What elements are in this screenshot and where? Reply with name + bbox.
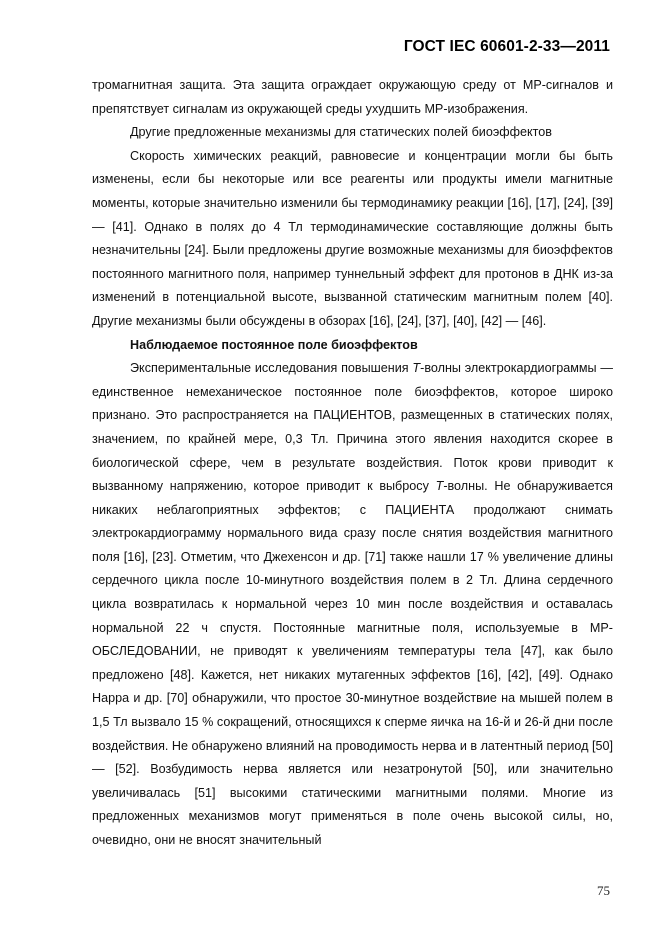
body-text [92,74,613,853]
paragraph-observed-effects [92,357,613,852]
page-number: 75 [597,883,610,898]
italic-t: T [412,361,421,376]
paragraph-other-mechanisms: Другие предложенные механизмы для статических полей биоэффектов [130,125,552,140]
paragraph-chemical-reactions: Скорость химических реакций, равновесие и концентрации могли бы быть изменены, если бы некоторые или все реагенты или продукты имели магнитные моменты, которые значительно изменили бы термодинамику реакции [16], [17], [24], [39] — [41]. Однако в полях до 4 Тл термодинамические составляющие должны быть незначительны [24]. Были предложены другие возможные механизмы для биоэффектов постоянного магнитного поля, например туннельный эффект для протонов в ДНК из-за изменений в потенциальной высоте, вызванной статическим магнитным полем [40]. Другие механизмы были обсуждены в обзорах [16], [24], [37], [40], [42] — [46]. [92,148,613,328]
document-header: ГОСТ IEC 60601-2-33—2011 [403,38,610,55]
italic-t: T [435,479,444,494]
text-run: -волны. Не обнаруживается никаких неблагоприятных эффектов; с ПАЦИЕНТА продолжают снимать электрокардиограмму нормального вида сразу после снятия воздействия магнитного поля [16], [23]. Отметим, что Джехенсон и др. [71] также нашли 17 % увеличение длины сердечного цикла после 10-минутного воздействия полем в 2 Тл. Длина сердечного цикла возвратилась к нормальной через 10 мин после воздействия и оставалась нормальной 22 ч спустя. Постоянные магнитные поля, используемые в МР-ОБСЛЕДОВАНИИ, не приводят к увеличениям температуры тела [47], как было предложено [48]. Кажется, нет никаких мутагенных эффектов [16], [42], [49]. Однако Нарра и др. [70] обнаружили, что простое 30-минутное воздействие на мышей полем в 1,5 Тл вызвало 15 % сокращений, относящихся к сперме яичка на 16-й и 26-й дни после воздействия. Не обнаружено влияний на проводимость нерва и в латентный период [50] — [52]. Возбудимость нерва является или незатронутой [50], или значительно увеличивалась [51] высокими статическими магнитными полями. Многие из предложенных механизмов могут применяться в поле очень высокой силы, но, очевидно, они не вносят значительный [92,479,613,847]
text-run: -волны электрокардиограммы — единственное немеханическое постоянное поле биоэффектов, которое широко признано. Это распространяется на ПАЦИЕНТОВ, размещенных в статических полях, значением, по крайней мере, 0,3 Тл. Причина этого явления находится скорее в биологической сфере, чем в результате воздействия. Поток крови приводит к вызванному напряжению, которое приводит к выбросу [92,361,613,494]
text-run: Экспериментальные исследования повышения [130,361,413,376]
paragraph-continuation: тромагнитная защита. Эта защита ограждает окружающую среду от МР-сигналов и препятствует сигналам из окружающей среды ухудшить МР-изображения. [92,78,613,116]
section-heading: Наблюдаемое постоянное поле биоэффектов [130,337,418,352]
